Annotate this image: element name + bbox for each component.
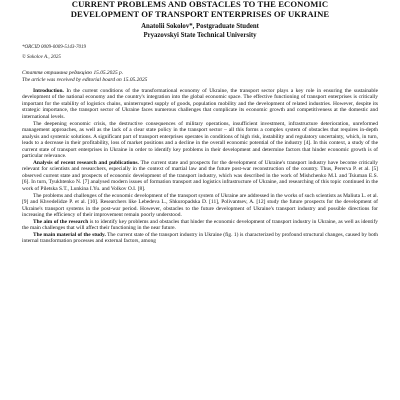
title-line: CURRENT PROBLEMS AND OBSTACLES TO THE ECONOMIC: [71, 0, 329, 9]
orcid-note: *ORCID 0009-0009-5143-7019: [22, 45, 87, 51]
author-name: Anatolii Sokolov*, Postgraduate Student: [141, 23, 259, 30]
title-line: DEVELOPMENT OF TRANSPORT ENTERPRISES OF UKRAINE: [70, 9, 330, 19]
paragraph-lead: The main material of the study.: [33, 231, 106, 238]
paragraph-text: The deepening economic crisis, the destructive consequences of military operations, insufficient investment, infrastructure deterioration, unreformed management approaches, as well as the lack of a clear state policy in the transport sector – all this forms a complex system of obstacles that requires in-depth analysis and systemic solutions. A significant part of transport enterprises operates in conditions of high risk, instability and regulatory uncertainty, which, in turn, leads to a decrease in their profitability, loss of market positions and a decline in the overall economic potential of the industry [4]. In this context, a study of the current state of transport enterprises in Ukraine in order to identify key problems in their development and determine factors that hinder economic growth is of particular relevance.: [22, 120, 378, 160]
paragraph-lead: Introduction.: [33, 87, 64, 94]
received-dates: [22, 70, 378, 84]
received-ukrainian: Стаття отримана редакцією 15.05.2025 р.: [22, 70, 124, 77]
copyright-note: © Sokolov A., 2025: [22, 55, 61, 61]
paper-title: [22, 0, 378, 19]
paragraph-lead: Analysis of recent research and publications.: [33, 159, 139, 166]
article-body: [22, 88, 378, 245]
paragraph-crisis: [22, 121, 378, 160]
paragraph-aim: [22, 219, 378, 232]
paragraph-text: In the current conditions of the transformational economy of Ukraine, the transport sector plays a key role in ensuring the sustainable development of the national economy and the country's integration into the global economic space. The effective functioning of transport enterprises is critically important for the stability of logistics chains, uninterrupted supply of goods, population mobility and the development of related industries. However, despite its strategic importance, the transport sector of Ukraine faces numerous challenges that complicate its economic growth and competitiveness at the domestic and international levels.: [22, 87, 378, 120]
received-english: The article was received by editorial board on 15.05.2025: [22, 76, 148, 83]
paragraph-introduction: [22, 88, 378, 121]
paragraph-text: The current state and prospects for the development of Ukraine's transport industry have become critically relevant for scientists and researchers, especially in the context of martial law and the future post-war reconstruction of the country. Thus, Pererva P. et al. [5] observed current state and prospects of economic development of the transport industry, which was described in the work of Mishchenko M.I. and Tsiuman E.S. [6]. In turn, Tyukhtenko N. [7] analysed modern issues of formation transport and logistics infrastructure of Ukraine, and researching of this topic continued in the work of Piletska S.T., Lunkina I.Yu. and Volkov O.I. [8].: [22, 159, 378, 192]
author-block: [22, 23, 378, 40]
paragraph-problems: [22, 193, 378, 219]
paragraph-text: The current state of the transport industry in Ukraine (fig. 1) is characterized by profound structural changes, caused by both internal transformation processes and external factors, among: [22, 231, 378, 245]
paragraph-text: is to identify key problems and obstacles that hinder the economic development of transport industry in Ukraine, as well as identify the main challenges that will affect their functioning in the near future.: [22, 218, 378, 232]
paragraph-text: The problems and challenges of the economic development of the transport system of Ukraine are addressed in the works of such scientists as Maliuta L. et al. [9] and Khvedelidze P. et al. [10]. Researchers like Lebedeva L., Shkuropadska D. [11], Polivantsev, A. [12] study the future prospects for the development of Ukraine's transport systems in the post-war period. However, obstacles to the future development of Ukraine's transport industry and possible directions for increasing the efficiency of their improvement remain poorly understood.: [22, 192, 378, 219]
paragraph-main-material: [22, 232, 378, 245]
paragraph-analysis: [22, 160, 378, 193]
paragraph-lead: The aim of the research: [33, 218, 89, 225]
author-affiliation: Pryazovskyi State Technical University: [143, 31, 257, 39]
